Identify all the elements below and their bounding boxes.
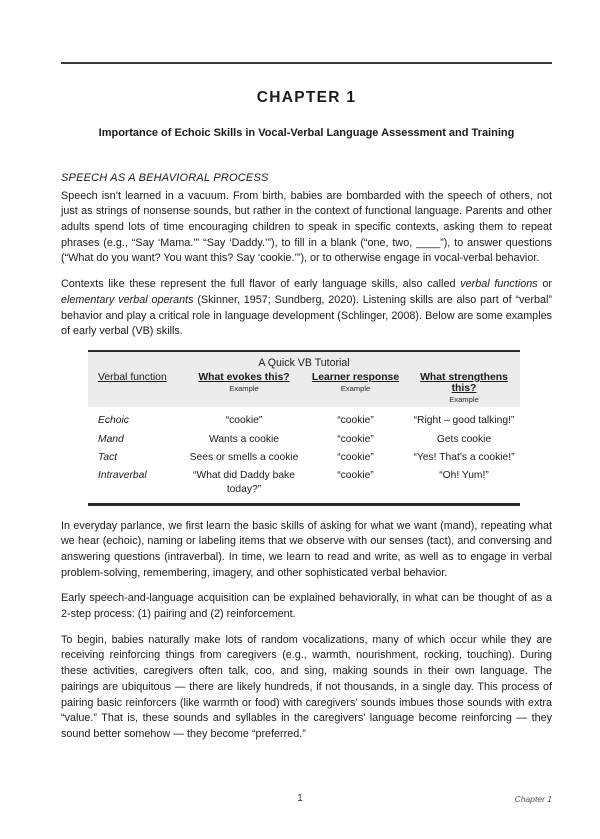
paragraph: To begin, babies naturally make lots of random vocalizations, many of which occur while they are receiving reinforcing things from caregivers (e.g., warmth, nourishment, rocking, touching). During these activities, caregivers often talk, coo, and sing, making sounds in their own language. The pairings are ubiquitous — there are likely hundreds, if not thousands, in a single day. This process of pairing basic reinforcers (like warmth or food) with caregivers’ sounds imbues those sounds with extra “value.” That is, these sounds and syllables in the caregivers’ language become reinforcing — they sound better somehow — they become “preferred.”	[61, 633, 552, 740]
table-title: A Quick VB Tutorial	[258, 356, 350, 369]
column-example-label: Example	[449, 394, 479, 404]
page-number: 1	[297, 793, 303, 804]
table-cell: Echoic	[98, 415, 129, 427]
table-header-band	[88, 352, 520, 407]
paragraph: Early speech-and-language acquisition can be explained behaviorally, in what can be thought of as a 2-step process: (1) pairing and (2) reinforcement.	[61, 592, 552, 621]
table-row	[88, 467, 520, 499]
table-cell: Gets cookie	[436, 433, 492, 445]
table-cell: “Oh! Yum!”	[439, 470, 489, 482]
table-column-header-row	[88, 372, 520, 404]
table-column-header: Verbal function	[98, 371, 167, 383]
table-column-header: Learner response Example	[303, 372, 408, 404]
table-body	[88, 407, 520, 503]
table-row	[88, 430, 520, 448]
table-cell: Mand	[98, 433, 124, 445]
intro-paragraphs	[61, 189, 552, 340]
section-heading: SPEECH AS A BEHAVIORAL PROCESS	[61, 172, 269, 184]
paragraph: Contexts like these represent the full flavor of early language skills, also called verbal functions or elementary verbal operants (Skinner, 1957; Sundberg, 2020). Listening skills are also part of “verbal” behavior and play a critical role in language development (Schlinger, 2008). Below are some examples of early verbal (VB) skills.	[61, 278, 552, 338]
table-row	[88, 412, 520, 430]
vb-tutorial-table	[88, 350, 520, 506]
table-cell: “cookie”	[337, 451, 374, 463]
page-footer	[0, 793, 600, 813]
column-example-label: Example	[340, 383, 371, 393]
table-column-header: What evokes this? Example	[185, 372, 303, 404]
paragraph: Speech isn’t learned in a vacuum. From birth, babies are bombarded with the speech of others, not just as strings of nonsense sounds, but rather in the context of functional language. Parents and other adults spend lots of time encouraging children to speak in specific contexts, asking them to repeat phrases (e.g., “Say ‘Mama.’” “Say ‘Daddy.’”), to fill in a blank (“one, two, ____”), to answer questions (“What do you want? You want this? Say ‘cookie.’”), or to otherwise engage in vocal-verbal behavior.	[61, 189, 552, 265]
running-title: Chapter 1	[514, 794, 552, 804]
table-cell: “Right – good talking!”	[413, 415, 515, 427]
table-cell: Sees or smells a cookie	[189, 451, 299, 463]
table-cell: “Yes! That’s a cookie!”	[413, 451, 515, 463]
body-paragraphs	[61, 519, 552, 743]
table-cell: Tact	[98, 451, 118, 463]
table-row	[88, 448, 520, 466]
table-cell: Intraverbal	[98, 470, 147, 482]
table-cell: Wants a cookie	[208, 433, 279, 445]
paragraph: In everyday parlance, we first learn the basic skills of asking for what we want (mand), repeating what we hear (echoic), naming or labeling items that we observe with our senses (tact), and conversing and answering questions (intraverbal). In time, we learn to read and write, as well as to engage in verbal problem-solving, remembering, imagery, and other sophisticated verbal behavior.	[61, 519, 552, 579]
chapter-title: CHAPTER 1	[256, 89, 357, 106]
table-cell: “cookie”	[337, 415, 374, 427]
header-rule	[61, 62, 552, 64]
document-page	[0, 62, 600, 743]
chapter-subtitle: Importance of Echoic Skills in Vocal-Verbal Language Assessment and Training	[98, 127, 515, 139]
column-example-label: Example	[229, 383, 259, 393]
table-cell: “cookie”	[337, 470, 374, 482]
table-cell: “cookie”	[225, 415, 263, 427]
table-column-header: What strengthens this? Example	[408, 372, 520, 404]
table-cell: “cookie”	[337, 433, 374, 445]
table-cell: “What did Daddy bake today?”	[193, 470, 295, 495]
